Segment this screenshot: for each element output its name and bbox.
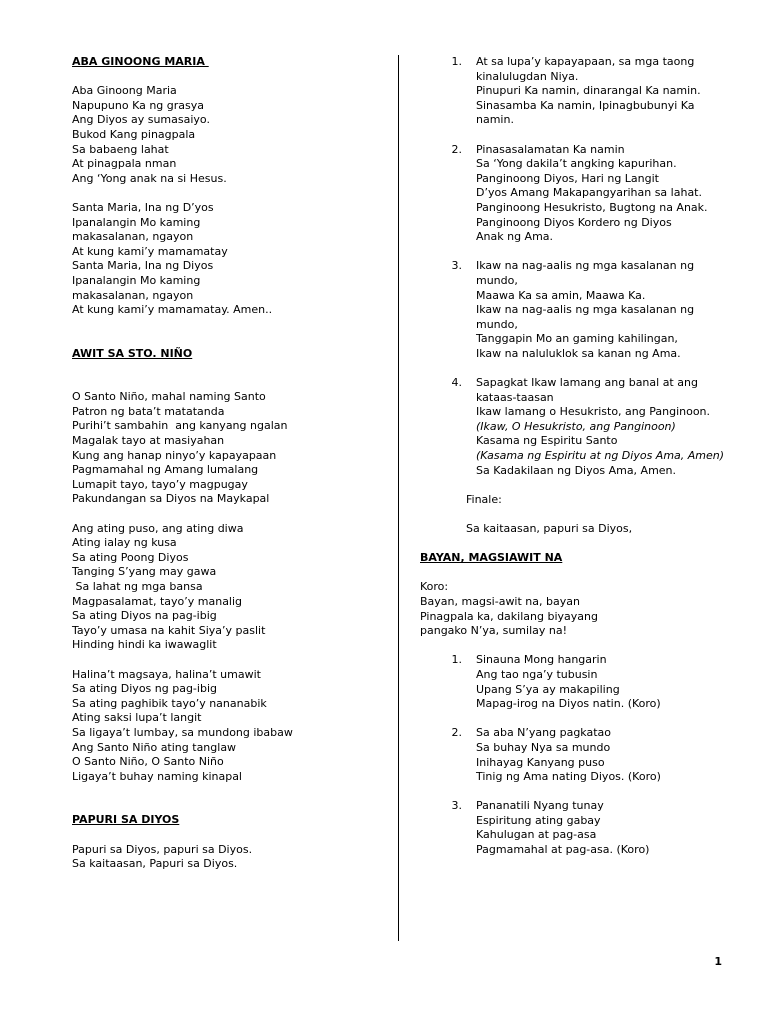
lyric-line: At kung kami’y mamamatay. Amen.. — [72, 303, 273, 317]
lyric-line: Panginoong Hesukristo, Bugtong na Anak. — [476, 200, 708, 214]
item-number: 3. — [451, 799, 462, 813]
lyric-line: Halina’t magsaya, halina’t umawit — [72, 667, 261, 681]
lyric-line: Espiritung ating gabay — [476, 813, 601, 827]
lyric-line: Tayo’y umasa na kahit Siya’y paslit — [72, 623, 266, 637]
lyric-line: Aba Ginoong Maria — [72, 84, 177, 98]
lyric-line: Sa ating Diyos ng pag-ibig — [72, 682, 217, 696]
lyric-line: Panginoong Diyos, Hari ng Langit — [476, 171, 659, 185]
lyric-line: kataas-taasan — [476, 390, 554, 404]
lyric-line: Ikaw lamang o Hesukristo, ang Panginoon. — [476, 405, 711, 419]
lyric-line: makasalanan, ngayon — [72, 230, 194, 244]
lyric-line: Kung ang hanap ninyo’y kapayapaan — [72, 448, 277, 462]
lyric-line: mundo, — [476, 273, 518, 287]
lyric-line: Ating saksi lupa’t langit — [72, 711, 202, 725]
list-item — [420, 259, 720, 361]
lyric-line: Pagmamahal ng Amang lumalang — [72, 463, 259, 477]
lyric-line: Ang Diyos ay sumasaiyo. — [72, 113, 210, 127]
lyric-line: mundo, — [476, 317, 518, 331]
lyric-line: Kahulugan at pag-asa — [476, 828, 597, 842]
lyric-line: O Santo Niño, mahal naming Santo — [72, 390, 266, 404]
list-item — [420, 799, 720, 857]
lyric-line: Sa lahat ng mga bansa — [72, 580, 203, 593]
lyric-line: Magpasalamat, tayo’y manalig — [72, 594, 243, 608]
lyric-line: Tinig ng Ama nating Diyos. (Koro) — [476, 770, 661, 784]
item-number: 2. — [451, 142, 462, 156]
lyric-line: Pinupuri Ka namin, dinarangal Ka namin. — [476, 84, 701, 98]
lyric-line: Ikaw na nag-aalis ng mga kasalanan ng — [476, 303, 695, 317]
finale-label: Finale: — [466, 492, 502, 506]
lyric-line: Mapag-irog na Diyos natin. (Koro) — [476, 697, 661, 711]
list-item — [420, 653, 720, 711]
lyric-line: At kung kami’y mamamatay — [72, 244, 228, 258]
lyric-line: Panginoong Diyos Kordero ng Diyos — [476, 215, 672, 229]
lyric-line: Ikaw na nag-aalis ng mga kasalanan ng — [476, 259, 695, 273]
lyric-line: Sinauna Mong hangarin — [476, 653, 607, 667]
koro-label: Koro: — [420, 580, 449, 594]
list-item — [420, 376, 725, 478]
lyric-line: kinalulugdan Niya. — [476, 69, 579, 83]
lyric-line: Tanging S’yang may gawa — [72, 565, 217, 579]
lyric-line: Anak ng Ama. — [476, 230, 554, 244]
lyric-line: Inihayag Kanyang puso — [476, 755, 605, 769]
lyric-line: Sa ating Poong Diyos — [72, 550, 189, 564]
lyric-line: Magalak tayo at masiyahan — [72, 434, 225, 448]
finale-line: Sa kaitaasan, papuri sa Diyos, — [466, 522, 633, 535]
bayan-verse-list — [420, 653, 720, 857]
lyric-line: Santa Maria, Ina ng Diyos — [72, 259, 214, 273]
left-column — [72, 55, 392, 872]
lyric-line: Pananatili Nyang tunay — [476, 799, 604, 813]
lyric-line: Napupuno Ka ng grasya — [72, 98, 205, 112]
item-number: 3. — [451, 259, 462, 273]
song-title-aba-ginoong-maria: ABA GINOONG MARIA — [72, 55, 209, 68]
song-title-awit-sa-sto-nino: AWIT SA STO. NIÑO — [72, 346, 193, 360]
lyric-line: Pinasasalamatan Ka namin — [476, 142, 625, 156]
lyric-line: Ligaya’t buhay naming kinapal — [72, 769, 242, 783]
lyric-line: makasalanan, ngayon — [72, 288, 194, 302]
lyric-line: Pagmamahal at pag-asa. (Koro) — [476, 843, 650, 857]
lyric-line: Bayan, magsi-awit na, bayan — [420, 594, 580, 608]
lyric-line: Sa aba N’yang pagkatao — [476, 726, 612, 740]
lyric-line: Lumapit tayo, tayo’y magpugay — [72, 477, 248, 491]
lyric-line: Ang ‘Yong anak na si Hesus. — [72, 171, 227, 185]
item-number: 4. — [451, 376, 462, 390]
lyric-line: Maawa Ka sa amin, Maawa Ka. — [476, 288, 646, 302]
lyric-line-italic: (Kasama ng Espiritu at ng Diyos Ama, Amen) — [476, 449, 725, 463]
item-number: 1. — [451, 653, 462, 667]
lyric-line: Ang Santo Niño ating tanglaw — [72, 740, 237, 754]
lyric-line: Ikaw na naluluklok sa kanan ng Ama. — [476, 346, 681, 360]
lyric-line: Santa Maria, Ina ng D’yos — [72, 200, 214, 214]
lyric-line: Upang S’ya ay makapiling — [476, 682, 620, 696]
lyric-line: Patron ng bata’t matatanda — [72, 404, 225, 418]
lyric-line: Sa buhay Nya sa mundo — [476, 740, 611, 754]
list-item — [420, 55, 720, 128]
song-title-papuri-sa-diyos: PAPURI SA DIYOS — [72, 813, 180, 827]
lyric-line: Ipanalangin Mo kaming — [72, 273, 201, 287]
lyric-line: O Santo Niño, O Santo Niño — [72, 755, 224, 769]
lyric-line: Ang ating puso, ang ating diwa — [72, 521, 244, 535]
lyric-line: D’yos Amang Makapangyarihan sa lahat. — [476, 186, 702, 200]
lyric-line: Pinagpala ka, dakilang biyayang — [420, 609, 598, 623]
stanza — [72, 84, 392, 186]
lyric-line-italic: (Ikaw, O Hesukristo, ang Panginoon) — [476, 419, 676, 433]
stanza — [72, 843, 392, 872]
column-divider — [398, 55, 399, 941]
lyric-line: pangako N’ya, sumilay na! — [420, 624, 567, 638]
lyric-line: Sa ‘Yong dakila’t angking kapurihan. — [476, 157, 677, 171]
lyric-line: Kasama ng Espiritu Santo — [476, 434, 618, 448]
lyric-line: Sinasamba Ka namin, Ipinagbubunyi Ka — [476, 98, 695, 112]
lyric-line: Sapagkat Ikaw lamang ang banal at ang — [476, 376, 698, 390]
stanza — [72, 668, 392, 785]
item-number: 1. — [451, 55, 462, 68]
page-number: 1 — [714, 955, 722, 968]
lyric-line: namin. — [476, 113, 514, 127]
lyric-line: Bukod Kang pinagpala — [72, 127, 196, 141]
list-item — [420, 726, 720, 784]
lyric-line: At pinagpala nman — [72, 157, 177, 171]
stanza — [72, 522, 392, 653]
lyric-line: Hinding hindi ka iwawaglit — [72, 638, 217, 652]
lyric-line: Sa ating paghibik tayo’y nananabik — [72, 696, 267, 710]
stanza — [72, 390, 392, 507]
lyric-line: Sa ating Diyos na pag-ibig — [72, 609, 217, 623]
lyric-line: At sa lupa’y kapayapaan, sa mga taong — [476, 55, 695, 68]
list-item — [420, 143, 720, 245]
stanza — [72, 201, 392, 318]
lyric-line: Ang tao nga’y tubusin — [476, 667, 598, 681]
lyric-line: Papuri sa Diyos, papuri sa Diyos. — [72, 842, 253, 856]
song-title-bayan-magsiawit-na: BAYAN, MAGSIAWIT NA — [420, 551, 563, 565]
lyric-line: Ipanalangin Mo kaming — [72, 215, 201, 229]
lyric-line: Sa ligaya’t lumbay, sa mundong ibabaw — [72, 725, 293, 739]
right-column — [420, 55, 725, 858]
lyric-line: Pakundangan sa Diyos na Maykapal — [72, 492, 270, 506]
lyric-line: Sa kaitaasan, Papuri sa Diyos. — [72, 857, 238, 871]
lyric-line: Sa Kadakilaan ng Diyos Ama, Amen. — [476, 463, 677, 477]
item-number: 2. — [451, 726, 462, 740]
lyric-line: Tanggapin Mo an gaming kahilingan, — [476, 332, 678, 346]
lyric-line: Ating ialay ng kusa — [72, 536, 177, 550]
lyric-line: Purihi’t sambahin ang kanyang ngalan — [72, 419, 288, 433]
papuri-verse-list — [420, 55, 725, 478]
lyric-line: Sa babaeng lahat — [72, 142, 169, 156]
